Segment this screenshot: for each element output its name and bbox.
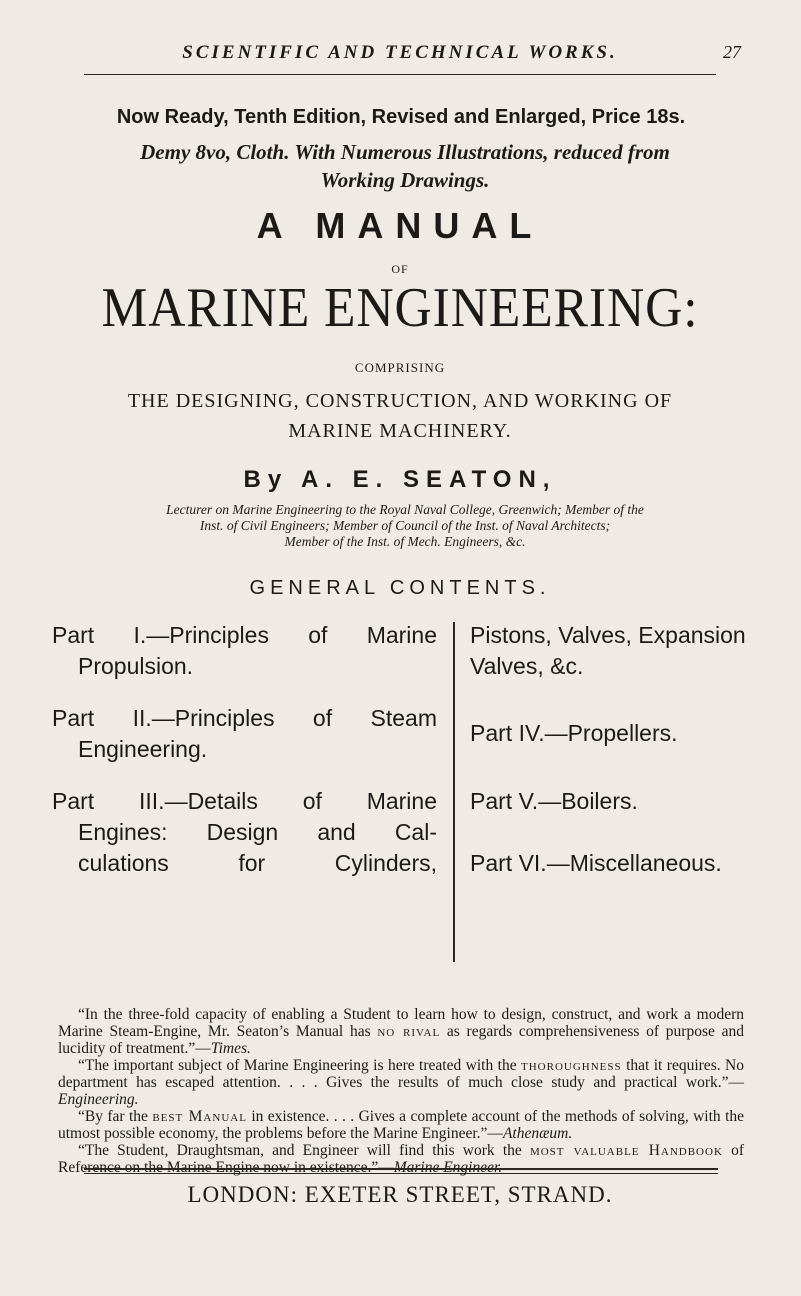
format-line-1: Demy 8vo, Cloth. With Numerous Illustrations, reduced from <box>140 140 670 164</box>
contents-entry-part-3-continued-2: Valves, &c. <box>470 653 584 679</box>
comprising-label: COMPRISING <box>354 360 446 375</box>
review-athenaeum: “By far the best Manual in existence. . . . Gives a complete account of the methods of solving, with the utmost possible economy, the problems before the Marine Engineer.”—Athenæum. <box>58 1108 745 1142</box>
contents-entry-part-2-cont: Engineering. <box>78 736 208 762</box>
review-source: Times. <box>210 1040 251 1057</box>
general-contents <box>52 620 752 965</box>
footer-rule-thin <box>84 1173 718 1174</box>
review-source: Marine Engineer. <box>393 1159 503 1176</box>
book-subject <box>60 386 740 446</box>
author-credentials <box>110 502 700 550</box>
contents-entry-part-6: Part VI.—Miscellaneous. <box>470 850 722 876</box>
contents-entry-part-3-cont: Engines: Design and Cal- <box>78 819 437 845</box>
running-head <box>0 42 801 72</box>
subject-line-1: THE DESIGNING, CONSTRUCTION, AND WORKING OF <box>127 390 673 412</box>
contents-heading: GENERAL CONTENTS. <box>249 577 551 599</box>
page-number: 27 <box>723 42 741 62</box>
review-source: Engineering. <box>58 1091 139 1108</box>
credentials-line-1: Lecturer on Marine Engineering to the Royal Naval College, Greenwich; Member of the <box>166 502 644 517</box>
contents-entry-part-2: Part II.—Principles of Steam <box>52 705 437 731</box>
format-description <box>100 138 710 194</box>
header-rule <box>84 74 716 75</box>
author-byline: By A. E. SEATON, <box>243 466 557 493</box>
contents-entry-part-3-continued: Pistons, Valves, Expansion <box>470 622 746 648</box>
book-title-manual: A MANUAL <box>256 205 544 246</box>
book-title-main: MARINE ENGINEERING: <box>101 277 699 339</box>
running-title: SCIENTIFIC AND TECHNICAL WORKS. <box>182 42 618 63</box>
book-title-connector: OF <box>391 262 409 276</box>
edition-announcement: Now Ready, Tenth Edition, Revised and Enlarged, Price 18s. <box>116 106 686 128</box>
contents-entry-part-5: Part V.—Boilers. <box>470 788 638 814</box>
contents-entry-part-3-cont-2: culations for Cylinders, <box>78 850 437 876</box>
publisher-imprint: LONDON: EXETER STREET, STRAND. <box>187 1182 613 1207</box>
press-reviews <box>58 1006 744 1176</box>
contents-entry-part-3: Part III.—Details of Marine <box>52 788 437 814</box>
credentials-line-2: Inst. of Civil Engineers; Member of Council of the Inst. of Naval Architects; <box>199 518 611 533</box>
contents-entry-part-1: Part I.—Principles of Marine <box>52 622 437 648</box>
credentials-line-3: Member of the Inst. of Mech. Engineers, &c. <box>284 534 526 549</box>
contents-column-divider <box>453 622 455 962</box>
contents-entry-part-4: Part IV.—Propellers. <box>470 720 678 746</box>
subject-line-2: MARINE MACHINERY. <box>288 420 512 442</box>
footer-rule <box>84 1168 718 1170</box>
review-engineering: “The important subject of Marine Engineering is here treated with the thoroughness that it requires. No department has escaped attention. . . . Gives the results of much close study and practical work.”—Engineering. <box>58 1057 744 1108</box>
format-line-2: Working Drawings. <box>320 168 490 192</box>
review-times: “In the three-fold capacity of enabling a Student to learn how to design, construct, and work a modern Marine Steam-Engine, Mr. Seaton’s Manual has no rival as regards comprehensiveness of purpose and lucidity of treatment.”—Times. <box>58 1006 744 1057</box>
review-source: Athenæum. <box>502 1125 573 1142</box>
review-marine-engineer: “The Student, Draughtsman, and Engineer will find this work the most valuable Handbook of Reference on the Marine Engine now in existence.”—Marine Engineer. <box>58 1142 744 1176</box>
contents-entry-part-1-cont: Propulsion. <box>78 653 194 679</box>
